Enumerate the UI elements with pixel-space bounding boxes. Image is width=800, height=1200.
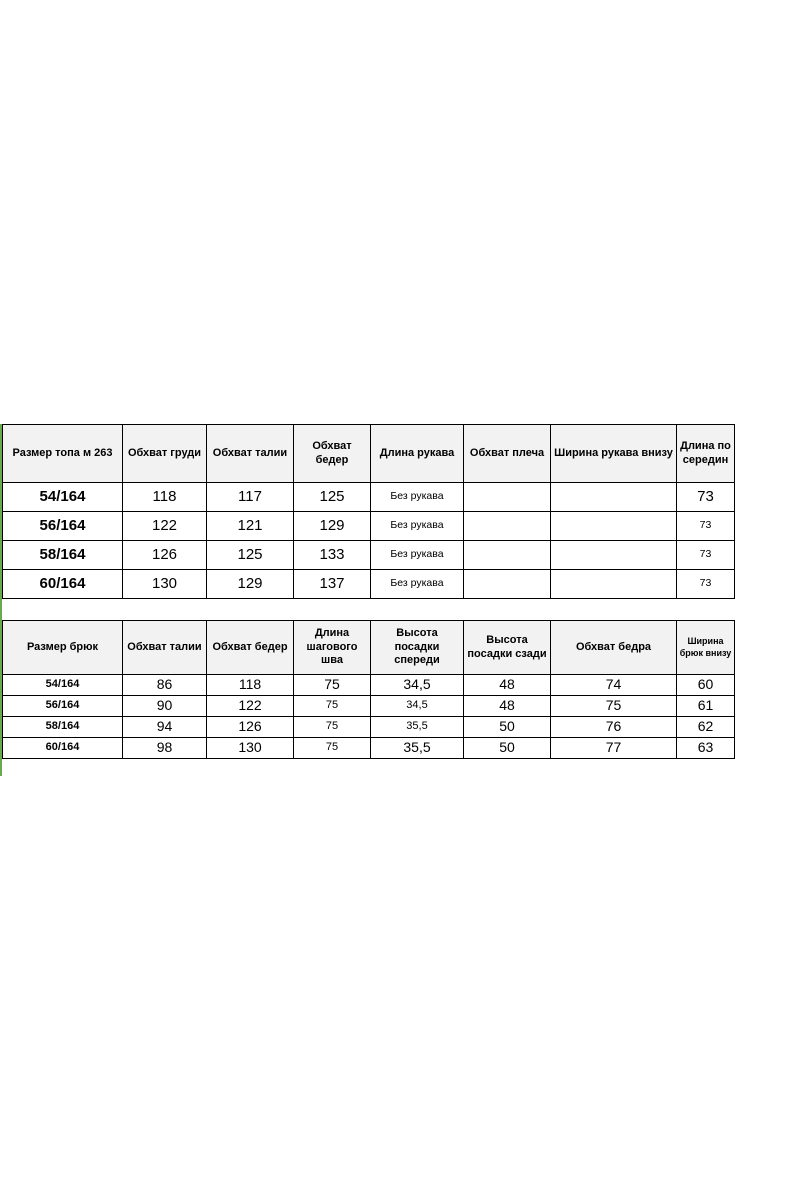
waist-cell: 129 xyxy=(207,570,294,599)
header-back-rise: Высота посадки сзади xyxy=(464,621,551,675)
chest-cell: 118 xyxy=(123,483,207,512)
center-length-cell: 73 xyxy=(677,512,735,541)
hip-cell: 75 xyxy=(551,696,677,717)
header-sleeve-width: Ширина рукава внизу xyxy=(551,425,677,483)
back-rise-cell: 50 xyxy=(464,717,551,738)
chest-cell: 122 xyxy=(123,512,207,541)
chest-cell: 130 xyxy=(123,570,207,599)
size-cell: 54/164 xyxy=(3,675,123,696)
header-hips: Обхват бедер xyxy=(294,425,371,483)
table-row xyxy=(3,696,735,717)
center-length-cell: 73 xyxy=(677,541,735,570)
header-waist: Обхват талии xyxy=(207,425,294,483)
header-front-rise: Высота посадки спереди xyxy=(371,621,464,675)
waist-cell: 94 xyxy=(123,717,207,738)
waist-cell: 90 xyxy=(123,696,207,717)
hips-cell: 130 xyxy=(207,738,294,759)
trousers-size-table xyxy=(2,620,735,759)
waist-cell: 86 xyxy=(123,675,207,696)
inseam-cell: 75 xyxy=(294,717,371,738)
top-size-table xyxy=(2,424,735,599)
table-row xyxy=(3,483,735,512)
hip-cell: 76 xyxy=(551,717,677,738)
header-sleeve-length: Длина рукава xyxy=(371,425,464,483)
waist-cell: 117 xyxy=(207,483,294,512)
table-row xyxy=(3,541,735,570)
size-cell: 56/164 xyxy=(3,512,123,541)
sleeve-width-cell xyxy=(551,570,677,599)
table-row xyxy=(3,570,735,599)
waist-cell: 125 xyxy=(207,541,294,570)
hem-width-cell: 62 xyxy=(677,717,735,738)
waist-cell: 121 xyxy=(207,512,294,541)
sleeve-width-cell xyxy=(551,483,677,512)
size-cell: 54/164 xyxy=(3,483,123,512)
front-rise-cell: 34,5 xyxy=(371,675,464,696)
back-rise-cell: 50 xyxy=(464,738,551,759)
table-row xyxy=(3,675,735,696)
header-top-size: Размер топа м 263 xyxy=(3,425,123,483)
header-shoulder: Обхват плеча xyxy=(464,425,551,483)
header-chest: Обхват груди xyxy=(123,425,207,483)
inseam-cell: 75 xyxy=(294,675,371,696)
front-rise-cell: 35,5 xyxy=(371,738,464,759)
header-inseam: Длина шагового шва xyxy=(294,621,371,675)
header-hip: Обхват бедра xyxy=(551,621,677,675)
hips-cell: 126 xyxy=(207,717,294,738)
shoulder-cell xyxy=(464,512,551,541)
size-cell: 56/164 xyxy=(3,696,123,717)
sleeve-length-cell: Без рукава xyxy=(371,541,464,570)
header-hips: Обхват бедер xyxy=(207,621,294,675)
shoulder-cell xyxy=(464,483,551,512)
hips-cell: 125 xyxy=(294,483,371,512)
header-hem-width: Ширина брюк внизу xyxy=(677,621,735,675)
waist-cell: 98 xyxy=(123,738,207,759)
inseam-cell: 75 xyxy=(294,696,371,717)
hips-cell: 118 xyxy=(207,675,294,696)
back-rise-cell: 48 xyxy=(464,696,551,717)
shoulder-cell xyxy=(464,570,551,599)
hips-cell: 129 xyxy=(294,512,371,541)
size-cell: 58/164 xyxy=(3,541,123,570)
trousers-table-header-row xyxy=(3,621,735,675)
inseam-cell: 75 xyxy=(294,738,371,759)
table-row xyxy=(3,717,735,738)
hips-cell: 137 xyxy=(294,570,371,599)
header-trousers-size: Размер брюк xyxy=(3,621,123,675)
header-waist: Обхват талии xyxy=(123,621,207,675)
hem-width-cell: 60 xyxy=(677,675,735,696)
chest-cell: 126 xyxy=(123,541,207,570)
table-row xyxy=(3,512,735,541)
table-row xyxy=(3,738,735,759)
hip-cell: 77 xyxy=(551,738,677,759)
front-rise-cell: 35,5 xyxy=(371,717,464,738)
hips-cell: 122 xyxy=(207,696,294,717)
sleeve-length-cell: Без рукава xyxy=(371,570,464,599)
sleeve-width-cell xyxy=(551,541,677,570)
header-center-length: Длина по середин xyxy=(677,425,735,483)
hem-width-cell: 61 xyxy=(677,696,735,717)
size-cell: 58/164 xyxy=(3,717,123,738)
sleeve-width-cell xyxy=(551,512,677,541)
hip-cell: 74 xyxy=(551,675,677,696)
hem-width-cell: 63 xyxy=(677,738,735,759)
front-rise-cell: 34,5 xyxy=(371,696,464,717)
shoulder-cell xyxy=(464,541,551,570)
hips-cell: 133 xyxy=(294,541,371,570)
top-table-header-row xyxy=(3,425,735,483)
center-length-cell: 73 xyxy=(677,570,735,599)
back-rise-cell: 48 xyxy=(464,675,551,696)
size-cell: 60/164 xyxy=(3,738,123,759)
size-cell: 60/164 xyxy=(3,570,123,599)
center-length-cell: 73 xyxy=(677,483,735,512)
sleeve-length-cell: Без рукава xyxy=(371,512,464,541)
sleeve-length-cell: Без рукава xyxy=(371,483,464,512)
